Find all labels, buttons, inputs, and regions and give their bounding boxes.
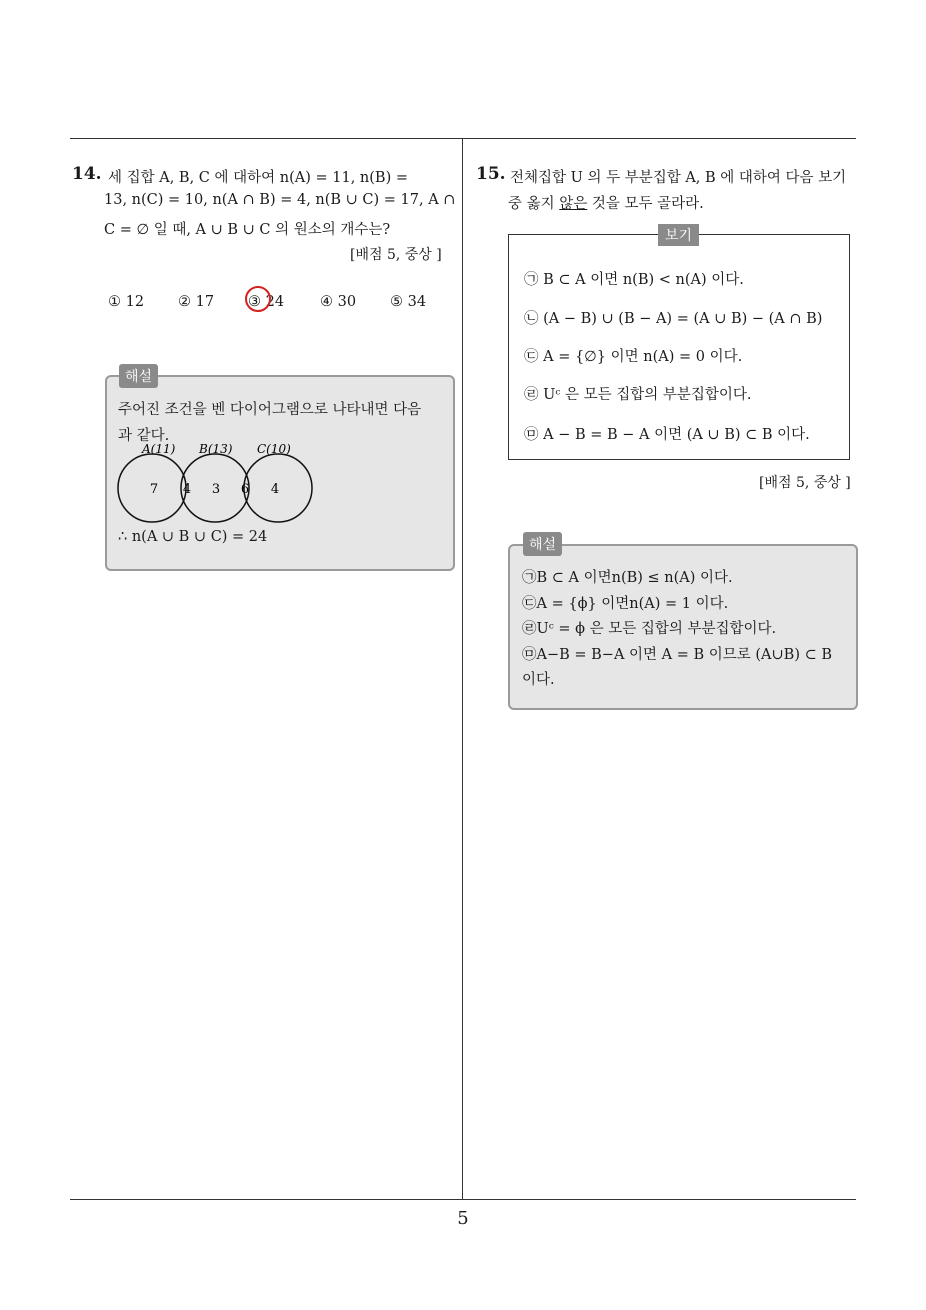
question-15-solution-line-3: ㉣Uᶜ = ϕ 은 모든 집합의 부분집합이다. [522, 621, 777, 637]
bogi-item-2: ㉡ (A − B) ∪ (B − A) = (A ∪ B) − (A ∩ B) [524, 311, 823, 327]
question-14-points: [배점 5, 중상 ] [350, 247, 442, 263]
venn-region-ab: 4 [182, 482, 192, 497]
question-15-line-1: 전체집합 U 의 두 부분집합 A, B 에 대하여 다음 보기 [510, 170, 847, 186]
question-14-solution-tag: 해설 [119, 364, 158, 388]
choice-3[interactable]: ③ 24 [248, 294, 285, 310]
venn-region-bc: 6 [240, 482, 250, 497]
question-14-line-2: 13, n(C) = 10, n(A ∩ B) = 4, n(B ∪ C) = 17, A ∩ [104, 192, 456, 208]
question-15-solution-line-2: ㉢A = {ϕ} 이면n(A) = 1 이다. [522, 596, 729, 612]
bogi-tag: 보기 [658, 224, 699, 246]
question-15-solution-tag: 해설 [523, 532, 562, 556]
question-15-solution-line-4: ㉤A−B = B−A 이면 A = B 이므로 (A∪B) ⊂ B [522, 647, 832, 663]
underlined-not: 않은 [559, 196, 588, 212]
venn-region-a-only: 7 [149, 482, 159, 497]
question-15-line-2: 중 옳지 않은 것을 모두 골라라. [508, 196, 704, 212]
bogi-item-3: ㉢ A = {∅} 이면 n(A) = 0 이다. [524, 349, 743, 365]
venn-label-a: A(11) [142, 442, 176, 456]
bogi-item-5: ㉤ A − B = B − A 이면 (A ∪ B) ⊂ B 이다. [524, 427, 810, 443]
question-15-solution-line-1: ㉠B ⊂ A 이면n(B) ≤ n(A) 이다. [522, 570, 733, 586]
bottom-rule [70, 1199, 856, 1200]
venn-diagram [112, 438, 322, 534]
question-14-choices [108, 294, 448, 316]
question-14-solution-conclusion: ∴ n(A ∪ B ∪ C) = 24 [118, 529, 268, 545]
question-14-line-3: C = ∅ 일 때, A ∪ B ∪ C 의 원소의 개수는? [104, 222, 391, 238]
bogi-item-4: ㉣ Uᶜ 은 모든 집합의 부분집합이다. [524, 387, 752, 403]
choice-5[interactable]: ⑤ 34 [390, 294, 427, 310]
column-divider [462, 138, 463, 1200]
selected-answer-circle [245, 286, 271, 312]
page-number: 5 [457, 1208, 469, 1229]
bogi-item-1: ㉠ B ⊂ A 이면 n(B) < n(A) 이다. [524, 272, 744, 288]
question-14-line-1: 세 집합 A, B, C 에 대하여 n(A) = 11, n(B) = [108, 170, 408, 186]
venn-region-b-only: 3 [211, 482, 221, 497]
top-rule [70, 138, 856, 139]
question-15-points: [배점 5, 중상 ] [759, 475, 851, 491]
question-15-number: 15. [476, 164, 506, 184]
choice-1[interactable]: ① 12 [108, 294, 145, 310]
choice-4[interactable]: ④ 30 [320, 294, 357, 310]
venn-label-c: C(10) [257, 442, 291, 456]
question-14-solution-line-1: 주어진 조건을 벤 다이어그램으로 나타내면 다음 [118, 402, 422, 418]
question-14-number: 14. [72, 164, 102, 184]
question-14-solution-line-2: 과 같다. [118, 428, 170, 444]
venn-label-b: B(13) [199, 442, 233, 456]
venn-region-c-only: 4 [270, 482, 280, 497]
choice-2[interactable]: ② 17 [178, 294, 215, 310]
question-15-solution-line-5: 이다. [522, 672, 555, 688]
